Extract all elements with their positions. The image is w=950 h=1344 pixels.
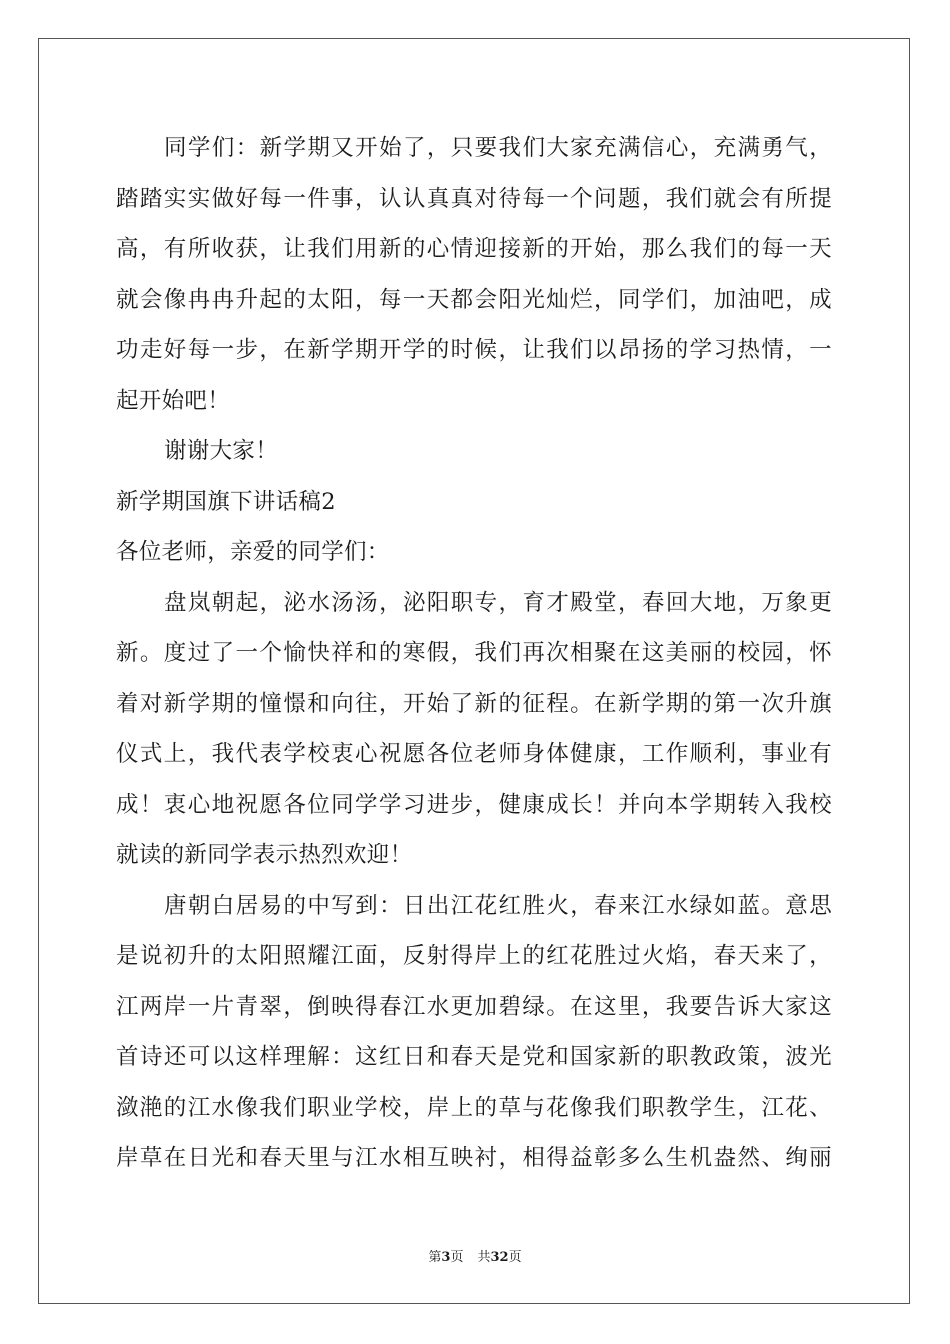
text-line: 功走好每一步，在新学期开学的时候，让我们以昂扬的学习热情，一: [116, 337, 832, 363]
document-body: [116, 123, 832, 1184]
page-total: 32: [490, 1250, 509, 1265]
text-line: 首诗还可以这样理解：这红日和春天是党和国家新的职教政策，波光: [116, 1044, 832, 1070]
total-suffix: 页: [508, 1250, 522, 1265]
page-suffix: 页: [450, 1250, 464, 1265]
text-line: 潋滟的江水像我们职业学校，岸上的草与花像我们职教学生，江花、: [116, 1094, 832, 1121]
page-prefix: 第: [428, 1250, 442, 1265]
text-line: 各位老师，亲爱的同学们：: [116, 539, 390, 565]
total-prefix: 共: [477, 1250, 491, 1265]
page-current: 3: [441, 1250, 451, 1265]
text-line: 盘岚朝起，泌水汤汤，泌阳职专，育才殿堂，春回大地，万象更: [164, 589, 832, 616]
text-line: 同学们：新学期又开始了，只要我们大家充满信心，充满勇气，: [164, 135, 832, 161]
text-line: 踏踏实实做好每一件事，认认真真对待每一个问题，我们就会有所提: [116, 185, 832, 212]
text-line: 是说初升的太阳照耀江面，反射得岸上的红花胜过火焰，春天来了，: [116, 943, 832, 969]
text-line: 起开始吧！: [116, 387, 231, 414]
text-line: 就读的新同学表示热烈欢迎！: [116, 842, 413, 868]
text-line: 仪式上，我代表学校衷心祝愿各位老师身体健康，工作顺利，事业有: [116, 741, 832, 767]
text-line: 高，有所收获，让我们用新的心情迎接新的开始，那么我们的每一天: [116, 236, 832, 262]
text-line: 岸草在日光和春天里与江水相互映衬，相得益彰多么生机盎然、绚丽: [116, 1145, 832, 1171]
text-line: 成！衷心地祝愿各位同学学习进步，健康成长！并向本学期转入我校: [116, 791, 832, 818]
text-line: 新学期国旗下讲话稿2: [116, 488, 336, 515]
text-line: 江两岸一片青翠，倒映得春江水更加碧绿。在这里，我要告诉大家这: [116, 993, 832, 1020]
text-line: 着对新学期的憧憬和向往，开始了新的征程。在新学期的第一次升旗: [116, 690, 832, 717]
text-line: 就会像冉冉升起的太阳，每一天都会阳光灿烂，同学们，加油吧，成: [116, 286, 832, 313]
text-line: 唐朝白居易的中写到：日出江花红胜火，春来江水绿如蓝。意思: [164, 892, 832, 919]
page-footer: [0, 1246, 950, 1265]
text-line: 谢谢大家！: [164, 438, 279, 464]
text-line: 新。度过了一个愉快祥和的寒假，我们再次相聚在这美丽的校园，怀: [116, 640, 832, 666]
